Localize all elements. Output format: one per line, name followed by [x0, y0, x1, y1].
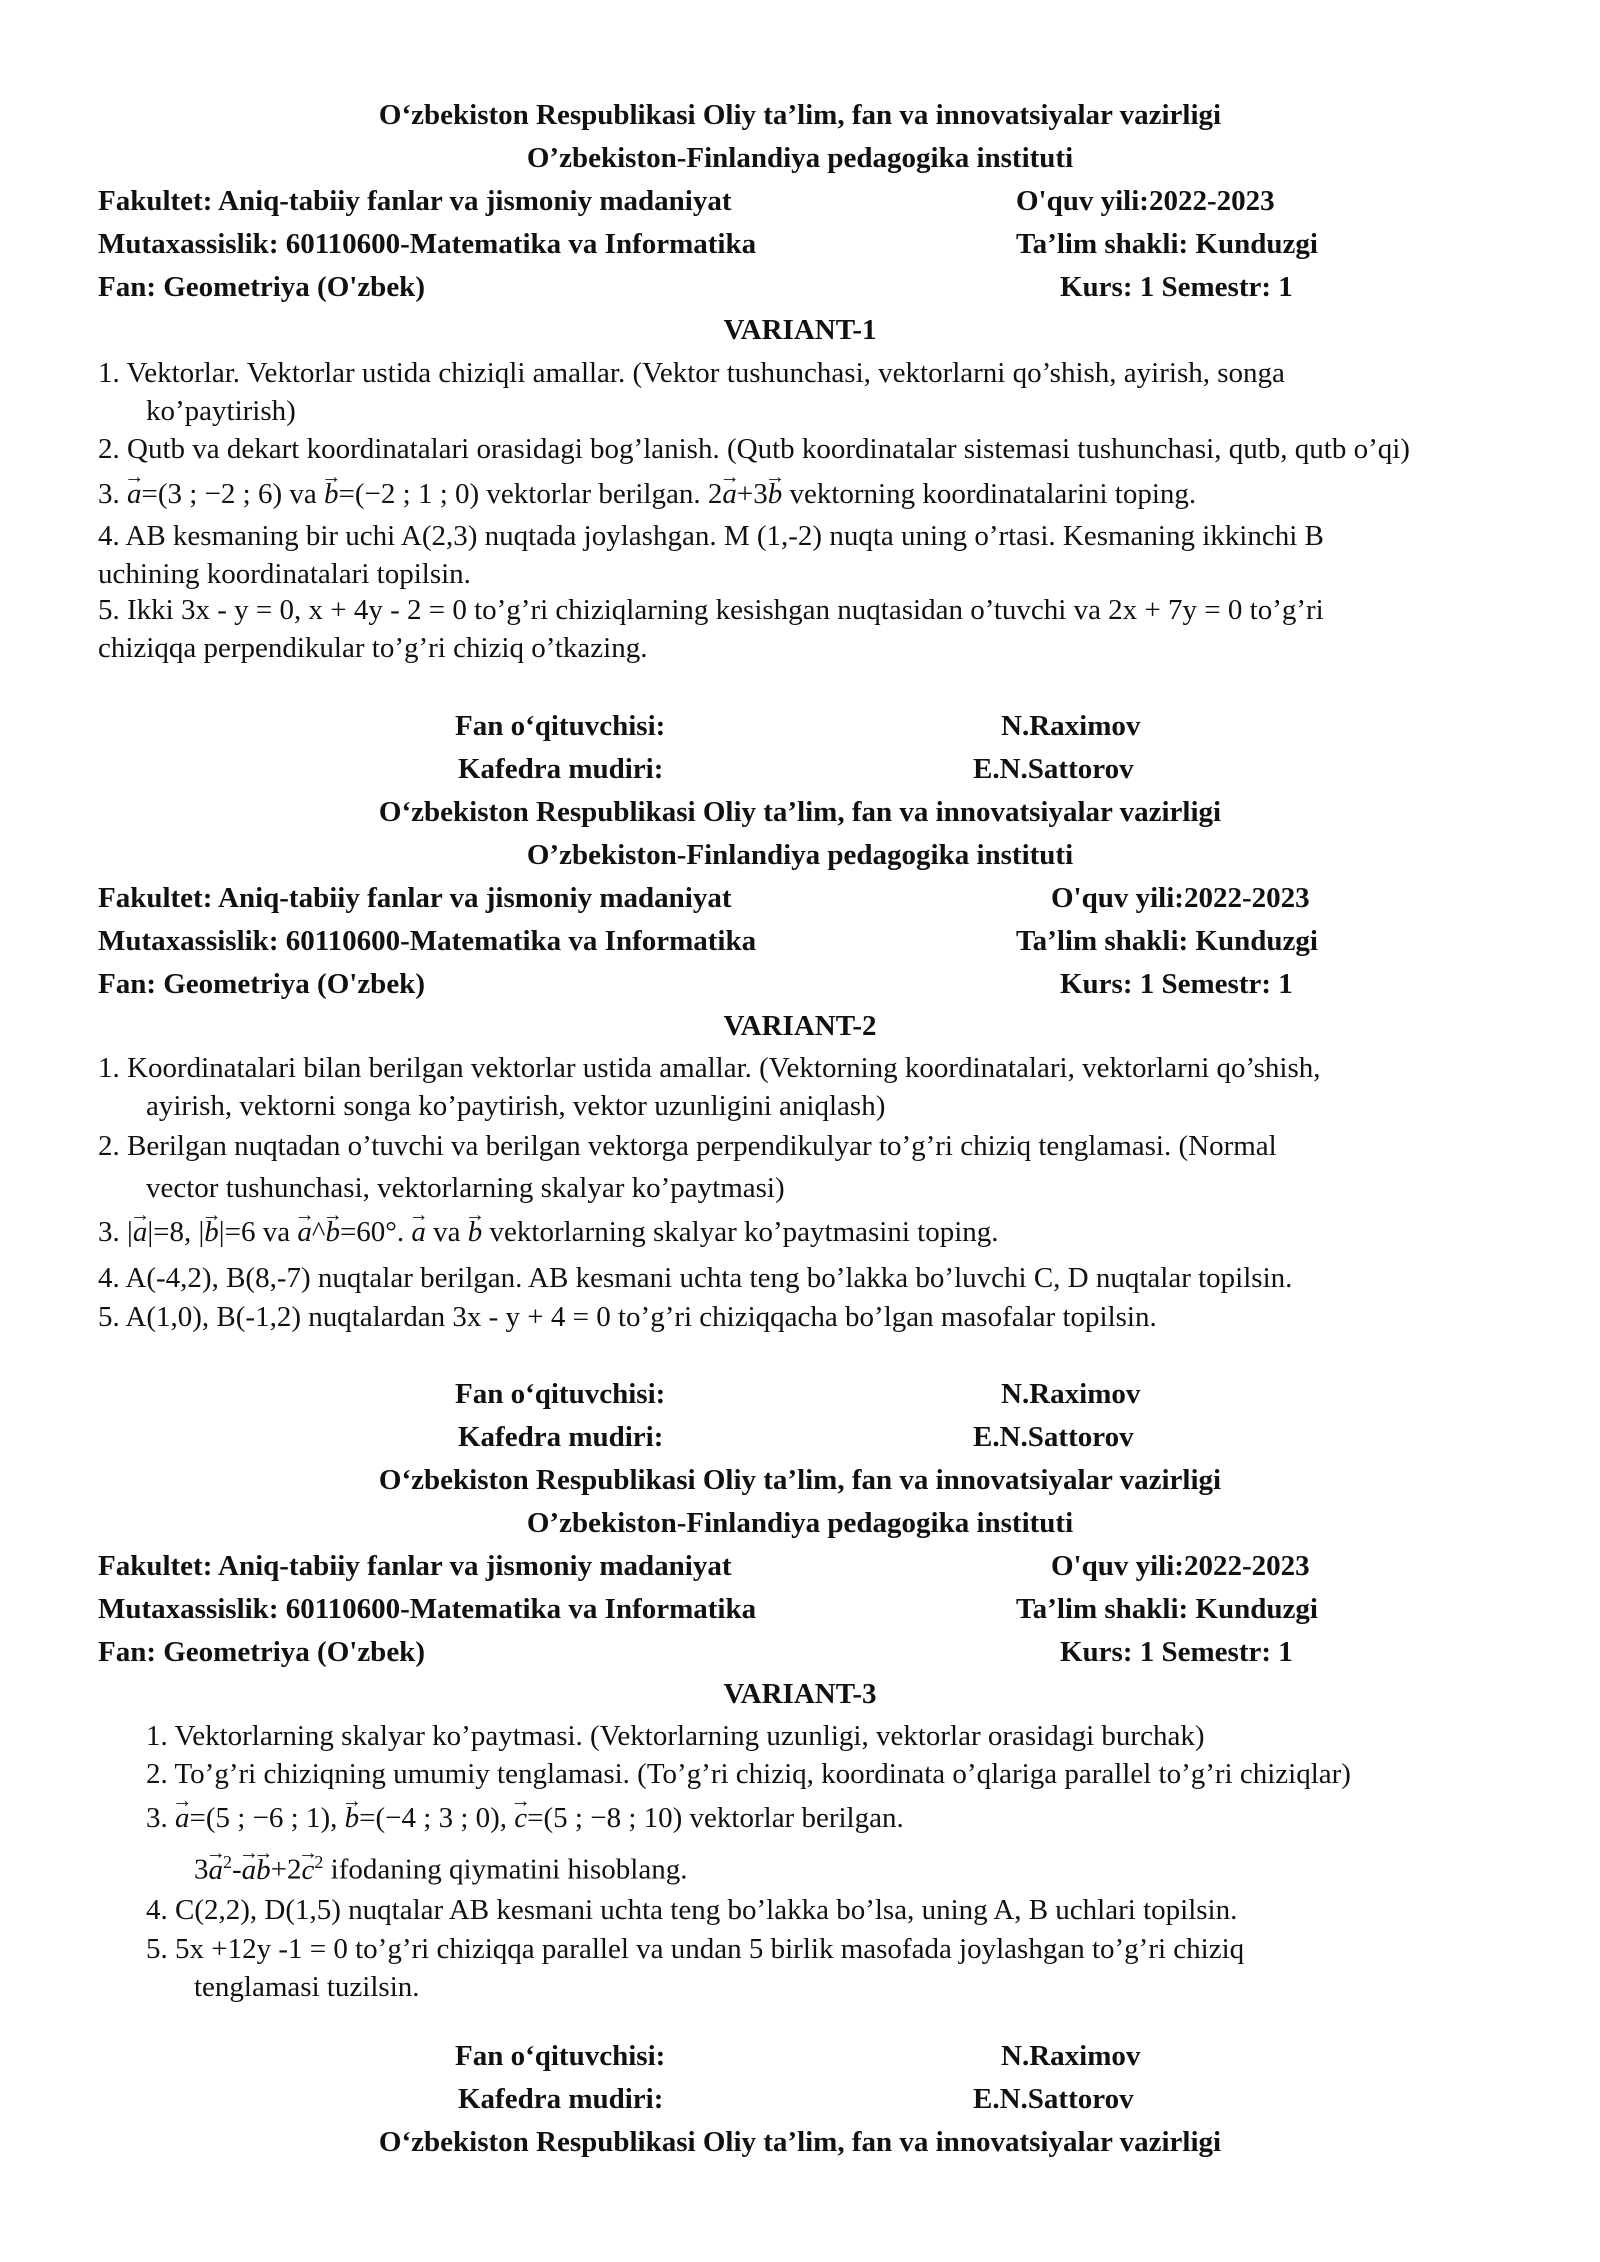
- vector-a-symbol: → a: [209, 1850, 224, 1890]
- course-semester: Kurs: 1 Semestr: 1: [1060, 271, 1293, 303]
- ministry-title: O‘zbekiston Respublikasi Oliy ta’lim, fan va innovatsiyalar vazirligi: [378, 1464, 1222, 1496]
- question-1: 1. Koordinatalari bilan berilgan vektorlar ustida amallar. (Vektorning koordinatalari, vektorlarni qo’shish,: [98, 1052, 1321, 1084]
- variant-title: VARIANT-3: [723, 1678, 877, 1710]
- course-semester: Kurs: 1 Semestr: 1: [1060, 1636, 1293, 1668]
- academic-year: O'quv yili:2022-2023: [1016, 185, 1275, 217]
- vector-b-symbol: → b: [256, 1850, 271, 1890]
- vector-a-symbol: → a: [175, 1798, 190, 1838]
- teacher-label: Fan o‘qituvchisi:: [455, 710, 666, 742]
- head-name: E.N.Sattorov: [973, 1421, 1134, 1453]
- subject-line: [98, 1632, 1568, 1672]
- subject: Fan: Geometriya (O'zbek): [98, 968, 425, 1000]
- vector-a-symbol: → a: [411, 1212, 426, 1252]
- vector-c-symbol: → c: [514, 1798, 527, 1838]
- question-5: 5. A(1,0), B(-1,2) nuqtalardan 3x - y + 4 = 0 to’g’ri chiziqqacha bo’lgan masofalar topilsin.: [98, 1301, 1157, 1333]
- teacher-name: N.Raximov: [1001, 710, 1141, 742]
- institute-title: O’zbekiston-Finlandiya pedagogika instituti: [526, 839, 1074, 871]
- study-form: Ta’lim shakli: Kunduzgi: [1016, 925, 1318, 957]
- vector-b-symbol: → b: [345, 1798, 360, 1838]
- question-5: 5. Ikki 3x - y = 0, x + 4y - 2 = 0 to’g’ri chiziqlarning kesishgan nuqtasidan o’tuvchi va 2x + 7y = 0 to’g’ri: [98, 594, 1324, 626]
- teacher-name: N.Raximov: [1001, 2040, 1141, 2072]
- question-3: 3. → a=(3 ; −2 ; 6) va → b=(−2 ; 1 ; 0) vektorlar berilgan. 2→ a+3→ b vektorning koordinatalarini toping.: [98, 474, 1568, 514]
- question-1: 1. Vektorlarning skalyar ko’paytmasi. (Vektorlarning uzunligi, vektorlar orasidagi burchak): [146, 1720, 1205, 1752]
- question-3: 3. |→ a|=8, |→ b|=6 va → a^→ b=60°. → a va → b vektorlarning skalyar ko’paytmasini toping.: [98, 1212, 1568, 1252]
- question-3: 3. → a=(5 ; −6 ; 1), → b=(−4 ; 3 ; 0), → c=(5 ; −8 ; 10) vektorlar berilgan.: [146, 1798, 1600, 1838]
- variant-title: VARIANT-2: [723, 1010, 877, 1042]
- specialty: Mutaxassislik: 60110600-Matematika va Informatika: [98, 925, 757, 957]
- question-1-cont: ayirish, vektorni songa ko’paytirish, vektor uzunligini aniqlash): [146, 1090, 886, 1122]
- faculty: Fakultet: Aniq-tabiiy fanlar va jismoniy madaniyat: [98, 882, 732, 914]
- vector-b-symbol: → b: [324, 474, 339, 514]
- specialty-line: [98, 1589, 1568, 1629]
- question-2: 2. Berilgan nuqtadan o’tuvchi va berilgan vektorga perpendikulyar to’g’ri chiziq tenglamasi. (Normal: [98, 1130, 1277, 1162]
- academic-year: O'quv yili:2022-2023: [1051, 882, 1310, 914]
- ministry-title: O‘zbekiston Respublikasi Oliy ta’lim, fan va innovatsiyalar vazirligi: [378, 99, 1222, 131]
- specialty-line: [98, 224, 1568, 264]
- subject: Fan: Geometriya (O'zbek): [98, 271, 425, 303]
- vector-a-symbol: → a: [242, 1850, 257, 1890]
- question-2-cont: vector tushunchasi, vektorlarning skalyar ko’paytmasi): [146, 1172, 785, 1204]
- vector-a-symbol: → a: [127, 474, 142, 514]
- question-3-expression: $3\to a^2-\to a\to b+2\to c^2$ ifodaning qiymatini hisoblang.: [194, 1842, 1600, 1890]
- vector-b-symbol: → b: [204, 1212, 219, 1252]
- vector-b-symbol: → b: [468, 1212, 483, 1252]
- ministry-title: O‘zbekiston Respublikasi Oliy ta’lim, fan va innovatsiyalar vazirligi: [378, 796, 1222, 828]
- subject-line: [98, 267, 1568, 307]
- vector-a-symbol: → a: [722, 474, 737, 514]
- faculty-line: [98, 1546, 1568, 1586]
- question-5: 5. 5x +12y -1 = 0 to’g’ri chiziqqa parallel va undan 5 birlik masofada joylashgan to’g’ri chiziq: [146, 1933, 1245, 1965]
- faculty: Fakultet: Aniq-tabiiy fanlar va jismoniy madaniyat: [98, 185, 732, 217]
- question-1: 1. Vektorlar. Vektorlar ustida chiziqli amallar. (Vektor tushunchasi, vektorlarni qo’shish, ayirish, songa: [98, 357, 1285, 389]
- head-label: Kafedra mudiri:: [458, 1421, 664, 1453]
- course-semester: Kurs: 1 Semestr: 1: [1060, 968, 1293, 1000]
- vector-a-symbol: → a: [133, 1212, 148, 1252]
- specialty: Mutaxassislik: 60110600-Matematika va Informatika: [98, 228, 757, 260]
- subject: Fan: Geometriya (O'zbek): [98, 1636, 425, 1668]
- institute-title: O’zbekiston-Finlandiya pedagogika instituti: [526, 142, 1074, 174]
- question-5-cont: chiziqqa perpendikular to’g’ri chiziq o’tkazing.: [98, 632, 648, 664]
- question-2: 2. Qutb va dekart koordinatalari orasidagi bog’lanish. (Qutb koordinatalar sistemasi tushunchasi, qutb, qutb o’qi): [98, 433, 1410, 465]
- faculty-line: [98, 878, 1568, 918]
- subject-line: [98, 964, 1568, 1004]
- teacher-label: Fan o‘qituvchisi:: [455, 1378, 666, 1410]
- head-name: E.N.Sattorov: [973, 2083, 1134, 2115]
- head-label: Kafedra mudiri:: [458, 2083, 664, 2115]
- academic-year: O'quv yili:2022-2023: [1051, 1550, 1310, 1582]
- study-form: Ta’lim shakli: Kunduzgi: [1016, 1593, 1318, 1625]
- question-4: 4. A(-4,2), B(8,-7) nuqtalar berilgan. AB kesmani uchta teng bo’lakka bo’luvchi C, D nuqtalar topilsin.: [98, 1262, 1293, 1294]
- teacher-name: N.Raximov: [1001, 1378, 1141, 1410]
- ministry-title: O‘zbekiston Respublikasi Oliy ta’lim, fan va innovatsiyalar vazirligi: [378, 2126, 1222, 2158]
- head-name: E.N.Sattorov: [973, 753, 1134, 785]
- specialty: Mutaxassislik: 60110600-Matematika va Informatika: [98, 1593, 757, 1625]
- vector-b-symbol: → b: [768, 474, 783, 514]
- question-5-cont: tenglamasi tuzilsin.: [194, 1971, 420, 2003]
- vector-b-symbol: → b: [325, 1212, 340, 1252]
- vector-a-symbol: → a: [297, 1212, 312, 1252]
- study-form: Ta’lim shakli: Kunduzgi: [1016, 228, 1318, 260]
- head-label: Kafedra mudiri:: [458, 753, 664, 785]
- faculty: Fakultet: Aniq-tabiiy fanlar va jismoniy madaniyat: [98, 1550, 732, 1582]
- teacher-label: Fan o‘qituvchisi:: [455, 2040, 666, 2072]
- variant-title: VARIANT-1: [723, 314, 877, 346]
- institute-title: O’zbekiston-Finlandiya pedagogika instituti: [526, 1507, 1074, 1539]
- faculty-line: [98, 181, 1568, 221]
- question-4-cont: uchining koordinatalari topilsin.: [98, 558, 471, 590]
- question-4: 4. AB kesmaning bir uchi A(2,3) nuqtada joylashgan. M (1,-2) nuqta uning o’rtasi. Kesmaning ikkinchi B: [98, 520, 1324, 552]
- specialty-line: [98, 921, 1568, 961]
- vector-c-symbol: → c: [302, 1850, 315, 1890]
- question-2: 2. To’g’ri chiziqning umumiy tenglamasi. (To’g’ri chiziq, koordinata o’qlariga parallel to’g’ri chiziqlar): [146, 1758, 1351, 1790]
- question-1-cont: ko’paytirish): [146, 395, 296, 427]
- question-4: 4. C(2,2), D(1,5) nuqtalar AB kesmani uchta teng bo’lakka bo’lsa, uning A, B uchlari topilsin.: [146, 1894, 1238, 1926]
